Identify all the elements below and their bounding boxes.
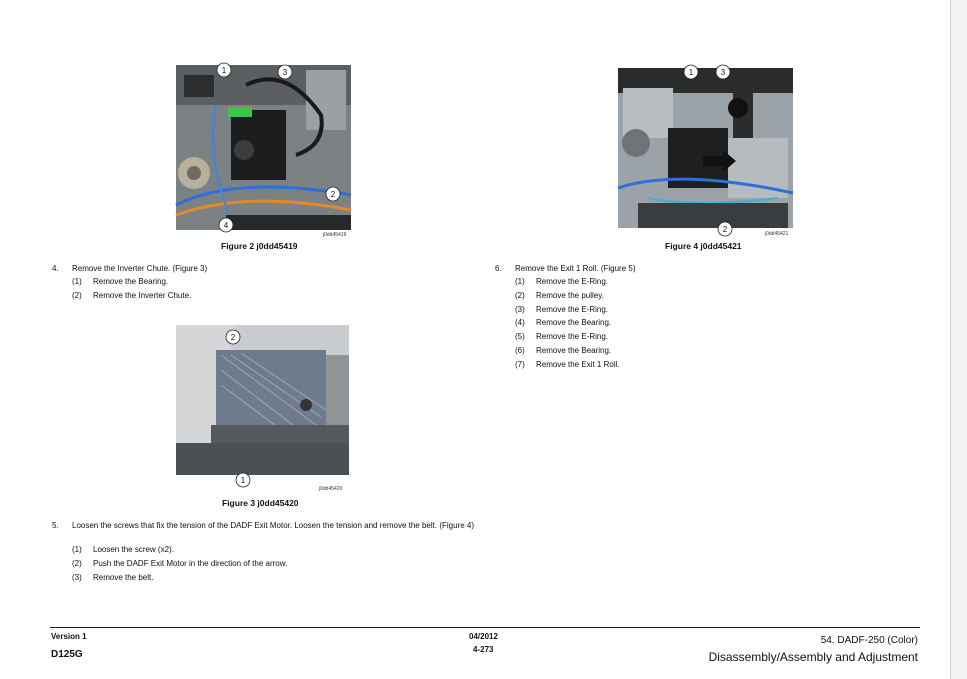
figure-3-callout-2-label: 2 bbox=[230, 333, 236, 342]
figure-2-caption: Figure 2 j0dd45419 bbox=[221, 241, 298, 251]
step-4-number: 4. bbox=[52, 264, 59, 273]
step-4-sub-2-number: (2) bbox=[72, 291, 82, 300]
step-6-sub-2-number: (2) bbox=[515, 291, 525, 300]
footer-rule bbox=[50, 627, 920, 628]
step-5-sub-1 bbox=[72, 545, 174, 554]
step-5-number: 5. bbox=[52, 521, 59, 530]
vertical-scrollbar[interactable] bbox=[950, 0, 967, 679]
step-6-text: Remove the Exit 1 Roll. (Figure 5) bbox=[515, 264, 636, 273]
figure-2-callout-1-label: 1 bbox=[221, 66, 227, 75]
step-6-sub-2-text: Remove the pulley. bbox=[536, 291, 604, 300]
figure-2-callout-3-label: 3 bbox=[282, 68, 288, 77]
figure-3-callout-1-label: 1 bbox=[240, 476, 246, 485]
step-6-number: 6. bbox=[495, 264, 502, 273]
step-6-sub-4 bbox=[515, 318, 611, 327]
step-6-sub-5-text: Remove the E-Ring. bbox=[536, 332, 609, 341]
footer-section: Disassembly/Assembly and Adjustment bbox=[708, 650, 918, 664]
step-5-sub-2-number: (2) bbox=[72, 559, 82, 568]
step-4-sub-1-text: Remove the Bearing. bbox=[93, 277, 169, 286]
step-6-sub-3-number: (3) bbox=[515, 305, 525, 314]
step-6-sub-4-text: Remove the Bearing. bbox=[536, 318, 612, 327]
step-6-sub-2 bbox=[515, 291, 604, 300]
step-6-sub-7 bbox=[515, 360, 620, 369]
step-5-sub-1-text: Loosen the screw (x2). bbox=[93, 545, 174, 554]
step-4-sub-1-number: (1) bbox=[72, 277, 82, 286]
step-4-sub-1 bbox=[72, 277, 168, 286]
figure-2-callout-2-label: 2 bbox=[330, 190, 336, 199]
step-6-sub-7-text: Remove the Exit 1 Roll. bbox=[536, 360, 620, 369]
figure-3-caption: Figure 3 j0dd45420 bbox=[222, 498, 299, 508]
step-4-text: Remove the Inverter Chute. (Figure 3) bbox=[72, 264, 208, 273]
step-6-sub-6-text: Remove the Bearing. bbox=[536, 346, 612, 355]
step-5-sub-3 bbox=[72, 573, 153, 582]
step-5-sub-2-text: Push the DADF Exit Motor in the direction of the arrow. bbox=[93, 559, 288, 568]
step-5-sub-2 bbox=[72, 559, 287, 568]
figure-4-callout-1-label: 1 bbox=[688, 68, 694, 77]
step-4 bbox=[52, 263, 482, 274]
step-4-sub-2-text: Remove the Inverter Chute. bbox=[93, 291, 192, 300]
step-6 bbox=[495, 263, 915, 274]
step-5-sub-1-number: (1) bbox=[72, 545, 82, 554]
step-5-text: Loosen the screws that fix the tension of the DADF Exit Motor. Loosen the tension and remove the belt. (Figure 4) bbox=[72, 521, 474, 530]
step-6-sub-7-number: (7) bbox=[515, 360, 525, 369]
step-6-sub-6-number: (6) bbox=[515, 346, 525, 355]
figure-4-callout-2-label: 2 bbox=[722, 225, 728, 234]
step-6-sub-5-number: (5) bbox=[515, 332, 525, 341]
figure-4-callout-3-label: 3 bbox=[720, 68, 726, 77]
footer-chapter: 54. DADF-250 (Color) bbox=[820, 635, 918, 646]
figure-2-photo bbox=[176, 65, 351, 230]
figure-3-callout-1-wrap bbox=[234, 472, 254, 488]
footer-model: D125G bbox=[51, 649, 83, 660]
step-6-sub-4-number: (4) bbox=[515, 318, 525, 327]
step-4-sub-2 bbox=[72, 291, 191, 300]
figure-2-callout-4-label: 4 bbox=[223, 221, 229, 230]
step-5-sub-3-number: (3) bbox=[72, 573, 82, 582]
footer-date: 04/2012 bbox=[469, 632, 498, 641]
step-6-sub-6 bbox=[515, 346, 611, 355]
figure-3-photo bbox=[176, 325, 349, 475]
figure-4-caption: Figure 4 j0dd45421 bbox=[665, 241, 742, 251]
step-6-sub-5 bbox=[515, 332, 608, 341]
step-6-sub-1-number: (1) bbox=[515, 277, 525, 286]
step-5-sub-3-text: Remove the belt. bbox=[93, 573, 154, 582]
step-6-sub-1 bbox=[515, 277, 608, 286]
footer-version: Version 1 bbox=[51, 632, 87, 641]
step-6-sub-3-text: Remove the E-Ring. bbox=[536, 305, 609, 314]
figure-3-image-id: j0dd45420 bbox=[319, 486, 343, 492]
step-5 bbox=[52, 520, 482, 531]
figure-2-image-id: j0dd45419 bbox=[323, 232, 347, 238]
step-6-sub-1-text: Remove the E-Ring. bbox=[536, 277, 609, 286]
figure-4-image-id: j0dd45421 bbox=[765, 231, 789, 237]
step-6-sub-3 bbox=[515, 305, 608, 314]
footer-page-number: 4-273 bbox=[473, 645, 494, 654]
